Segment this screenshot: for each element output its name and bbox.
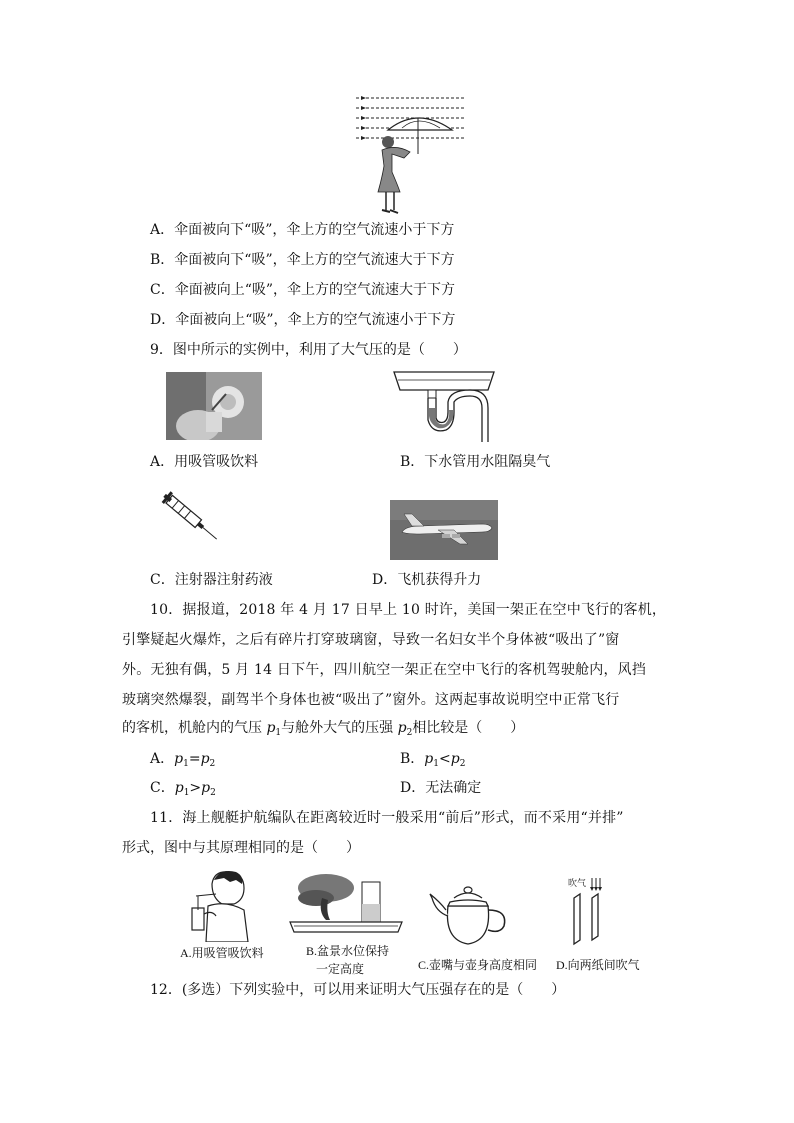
subscript-2: 2 — [209, 759, 216, 769]
option-prefix: C． — [150, 780, 175, 796]
q10-line-5 — [122, 718, 524, 743]
subscript-2: 2 — [210, 788, 216, 798]
q11-caption-d: D.向两纸间吹气 — [556, 958, 640, 972]
q11-caption-c: C.壶嘴与壶身高度相同 — [418, 958, 538, 972]
q10-line-2: 引擎疑起火爆炸，之后有碎片打穿玻璃窗，导致一名妇女半个身体被“吸出了”窗 — [122, 632, 620, 648]
q10-option-d: D．无法确定 — [400, 780, 482, 796]
q9-option-a: A．用吸管吸饮料 — [150, 454, 259, 470]
p-symbol: p — [397, 720, 407, 736]
subscript-1: 1 — [183, 788, 190, 798]
subscript-1: 1 — [433, 759, 439, 769]
umbrella-wind-figure — [352, 92, 472, 216]
boy-straw-figure — [186, 866, 256, 942]
subscript-2: 2 — [459, 759, 466, 769]
q10-option-c — [150, 778, 216, 803]
q10-text-a: 的客机，机舱内的气压 — [122, 720, 267, 736]
option-prefix: A． — [150, 751, 175, 767]
relation-sign: > — [189, 780, 202, 796]
straw-drink-photo — [166, 372, 262, 440]
q8-option-d: D．伞面被向上“吸”，伞上方的空气流速小于下方 — [150, 312, 456, 328]
subscript-2: 2 — [406, 728, 413, 738]
q11-line-2: 形式，图中与其原理相同的是（ ） — [122, 840, 360, 856]
q12-stem: 12．(多选）下列实验中，可以用来证明大气压强存在的是（ ） — [150, 982, 566, 998]
airplane-photo — [390, 500, 498, 560]
q10-line-3: 外。无独有偶，5 月 14 日下午，四川航空一架正在空中飞行的客机驾驶舱内，风挡 — [122, 662, 647, 678]
q8-option-c: C．伞面被向上“吸”，伞上方的空气流速大于下方 — [150, 282, 456, 298]
p-symbol: p — [200, 751, 210, 767]
option-prefix: B． — [400, 751, 425, 767]
subscript-1: 1 — [183, 759, 189, 769]
p-symbol: p — [424, 751, 434, 767]
q9-option-d: D．飞机获得升力 — [372, 572, 482, 588]
q8-option-b: B．伞面被向下“吸”，伞上方的空气流速大于下方 — [150, 252, 455, 268]
q10-option-a — [150, 749, 215, 774]
relation-sign: < — [439, 751, 451, 767]
relation-sign: = — [188, 751, 201, 767]
q10-text-b: 与舱外大气的压强 — [281, 720, 398, 736]
subscript-1: 1 — [275, 728, 282, 738]
q10-line-1: 10．据报道，2018 年 4 月 17 日早上 10 时许，美国一架正在空中飞行的客机， — [150, 602, 667, 618]
q9-option-c: C．注射器注射药液 — [150, 572, 273, 588]
p-symbol: p — [450, 751, 460, 767]
q8-option-a: A．伞面被向下“吸”，伞上方的空气流速小于下方 — [150, 222, 455, 238]
p-symbol: p — [201, 780, 211, 796]
q11-line-1: 11．海上舰艇护航编队在距离较近时一般采用“前后”形式，而不采用“并排” — [150, 810, 624, 826]
q9-stem: 9．图中所示的实例中，利用了大气压的是（ ） — [150, 342, 467, 358]
q9-option-b: B．下水管用水阻隔臭气 — [400, 454, 551, 470]
q10-line-4: 玻璃突然爆裂，副驾半个身体也被“吸出了”窗外。这两起事故说明空中正常飞行 — [122, 692, 620, 708]
drain-trap-figure — [392, 368, 496, 444]
syringe-figure — [156, 488, 224, 548]
p-symbol: p — [174, 780, 184, 796]
q11-caption-b-1: B.盆景水位保持 — [306, 944, 390, 958]
p-symbol: p — [174, 751, 184, 767]
q10-text-c: 相比较是（ ） — [412, 720, 525, 736]
teapot-figure — [428, 880, 512, 952]
p-symbol: p — [266, 720, 276, 736]
q11-caption-a: A.用吸管吸饮料 — [180, 946, 264, 960]
q11-caption-b-2: 一定高度 — [316, 962, 365, 976]
bonsai-water-figure — [286, 868, 406, 940]
q10-option-b — [400, 749, 465, 774]
blow-label: 吹气 — [568, 878, 587, 888]
